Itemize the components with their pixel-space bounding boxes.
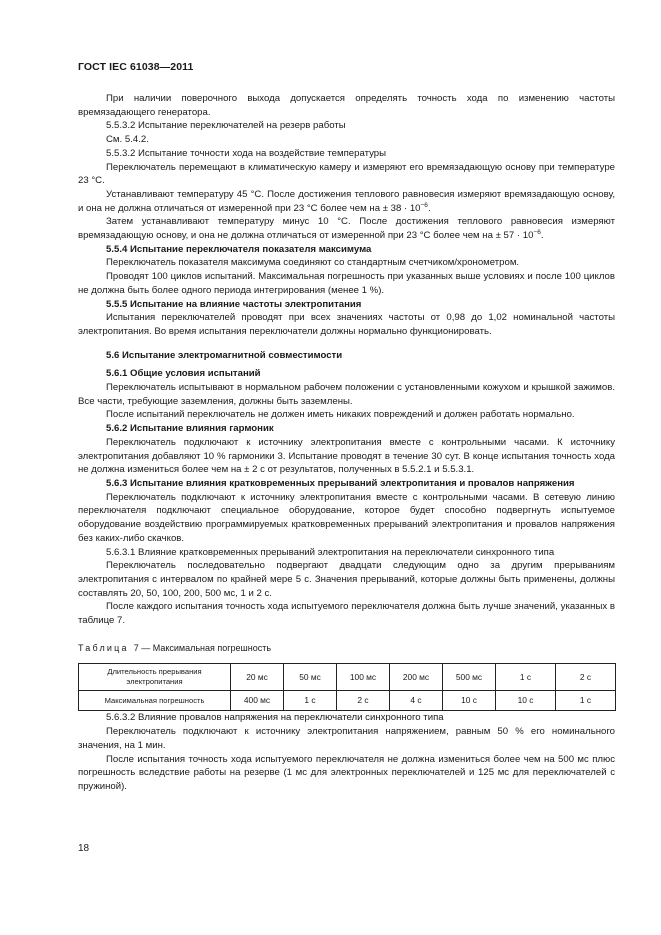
section-heading: 5.6.3.1 Влияние кратковременных прерываний электропитания на переключатели синхронного типа [106, 546, 555, 558]
table-caption-text: 7 — Максимальная погрешность [133, 642, 272, 653]
paragraph [78, 215, 615, 242]
table-cell: 1 с [284, 691, 337, 711]
paragraph: После испытаний переключатель не должен иметь никаких повреждений и должен работать нормально. [106, 409, 575, 421]
error-table [78, 663, 616, 711]
table-cell: 200 мс [390, 664, 443, 691]
table-cell: 10 с [443, 691, 496, 711]
document-header: ГОСТ IEC 61038—2011 [78, 61, 194, 73]
table-row-header: Длительность прерывания электропитания [79, 664, 231, 691]
table-cell: 100 мс [337, 664, 390, 691]
paragraph-text: Затем устанавливают температуру минус 10 °С. После достижения теплового равновесия измеряют времязадающую основу, и она не должна отличаться от измеренной при 23 °С более чем на ± 57 · 10 [78, 216, 615, 242]
paragraph: Проводят 100 циклов испытаний. Максимальная погрешность при указанных выше условиях и после 100 циклов не должна быть более одного периода интегрирования (менее 1 %). [78, 271, 615, 296]
paragraph: Переключатель подключают к источнику электропитания вместе с контрольными часами. К источнику электропитания добавляют 10 % гармоники 3. Испытание проводят в течение 30 сут. В конце испытания точность хода не должна измениться более чем на ± 2 с от результатов, полученных в 5.5.2.1 и 5.5.3.1. [78, 436, 615, 476]
paragraph: Испытания переключателей проводят при всех значениях частоты от 0,98 до 1,02 номинальной частоты электропитания. Во время испытания переключатели должны нормально функционировать. [78, 312, 615, 337]
paragraph: См. 5.4.2. [106, 134, 149, 146]
paragraph: Переключатель подключают к источнику электропитания напряжением, равным 50 % его номинального значения, на 1 мин. [78, 726, 615, 751]
table-row [79, 664, 616, 691]
paragraph [78, 188, 615, 215]
table-cell: 10 с [496, 691, 556, 711]
table-row [79, 691, 616, 711]
page-number: 18 [78, 843, 90, 854]
table-row-header: Максимальная погрешность [79, 691, 231, 711]
section-heading: 5.6.3 Испытание влияния кратковременных прерываний электропитания и провалов напряжения [106, 477, 575, 489]
table-cell: 4 с [390, 691, 443, 711]
section-heading: 5.5.3.2 Испытание переключателей на резерв работы [106, 120, 346, 132]
table-caption [78, 642, 615, 656]
section-heading: 5.5.3.2 Испытание точности хода на воздействие температуры [106, 147, 387, 159]
section-heading: 5.5.5 Испытание на влияние частоты электропитания [106, 298, 362, 310]
superscript: −6 [420, 201, 428, 209]
table-cell: 2 с [337, 691, 390, 711]
section-heading: 5.6.1 Общие условия испытаний [106, 368, 261, 380]
table-cell: 1 с [496, 664, 556, 691]
paragraph: Переключатель последовательно подвергают двадцати следующим одно за другим прерываниям электропитания с интервалом по крайней мере 5 с. Значения прерываний, которые должны быть применены, должны составлять 20, 50, 100, 200, 500 мс, 1 и 2 с. [78, 560, 615, 599]
paragraph-text: . [540, 230, 544, 242]
paragraph: Переключатель испытывают в нормальном рабочем положении с установленными кожухом и крышкой зажимов. Все части, требующие заземления, должны быть заземлены. [78, 382, 615, 407]
table-cell: 500 мс [443, 664, 496, 691]
paragraph: Переключатель перемещают в климатическую камеру и измеряют его времязадающую основу при температуре 23 °С. [78, 161, 615, 187]
table-cell: 400 мс [231, 691, 284, 711]
table-cell: 1 с [556, 691, 616, 711]
section-heading: 5.6.2 Испытание влияния гармоник [106, 423, 274, 435]
paragraph: После каждого испытания точность хода испытуемого переключателя должна быть лучше значений, указанных в таблице 7. [78, 601, 615, 627]
section-heading: 5.6.3.2 Влияние провалов напряжения на переключатели синхронного типа [106, 712, 444, 724]
paragraph-text: Устанавливают температуру 45 °С. После достижения теплового равновесия измеряют времязадающую основу, и она не должна отличаться от измеренной при 23 °С более чем на ± 38 · 10 [78, 188, 615, 214]
table-cell: 20 мс [231, 664, 284, 691]
superscript: −6 [533, 228, 541, 236]
section-heading: 5.6 Испытание электромагнитной совместимости [106, 349, 343, 361]
table-cell: 2 с [556, 664, 616, 691]
paragraph-text: . [427, 202, 431, 214]
document-body [78, 92, 615, 794]
table-caption-label: Таблица [78, 642, 129, 653]
table-cell: 50 мс [284, 664, 337, 691]
paragraph: После испытания точность хода испытуемого переключателя не должна измениться более чем на 500 мс плюс погрешность вследствие работы на резерве (1 мс для электронных переключателей и 125 мс для переключателей с пружиной). [78, 753, 615, 792]
section-heading: 5.5.4 Испытание переключателя показателя максимума [106, 243, 372, 255]
paragraph: Переключатель подключают к источнику электропитания вместе с контрольными часами. В сетевую линию переключателя подключают специальное оборудование, которое будет способно подвергнуть испытуемое оборудование воздействию программируемых кратковременных прерываний электропитания и провалов напряжения без каких-либо скачков. [78, 491, 615, 544]
paragraph: При наличии поверочного выхода допускается определять точность хода по изменению частоты времязадающего генератора. [78, 93, 615, 118]
paragraph: Переключатель показателя максимума соединяют со стандартным счетчиком/хронометром. [106, 257, 520, 269]
